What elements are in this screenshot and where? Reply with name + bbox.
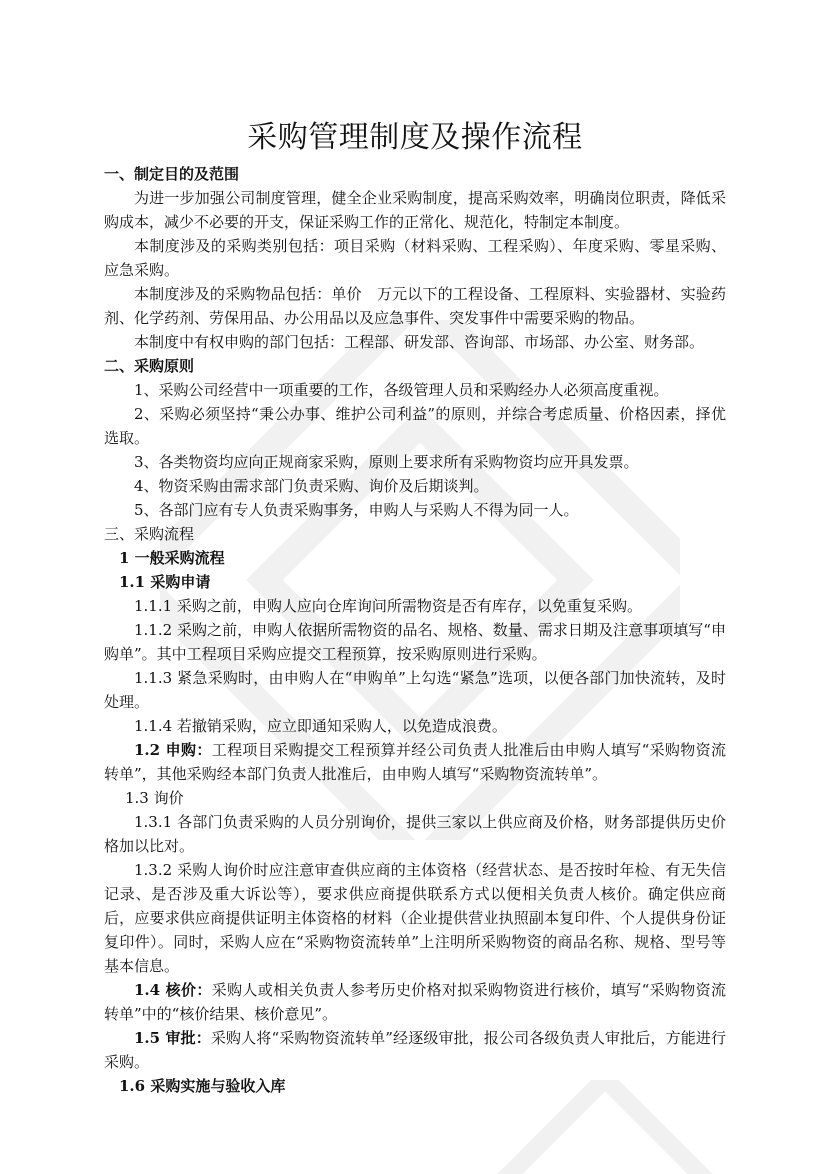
document-title: 采购管理制度及操作流程 xyxy=(247,120,583,155)
principle-item: 5、各部门应有专人负责采购事务，申购人与采购人不得为同一人。 xyxy=(134,501,579,519)
subsection-heading: 1.1 采购申请 xyxy=(119,573,211,591)
clause-label: 1.5 审批： xyxy=(134,1029,211,1047)
paragraph: 本制度涉及的采购类别包括：项目采购（材料采购、工程采购）、年度采购、零星采购、应急采购。 xyxy=(104,237,726,279)
paragraph: 1.3.2 采购人询价时应注意审查供应商的主体资格（经营状态、是否按时年检、有无失信记录、是否涉及重大诉讼等），要求供应商提供联系方式以便相关负责人核价。确定供应商后，应要求供应商提供证明主体资格的材料（企业提供营业执照副本复印件、个人提供身份证复印件）。同时，采购人应在“采购物资流转单”上注明所采购物资的商品名称、规格、型号等基本信息。 xyxy=(104,861,726,975)
paragraph: 1.3.1 各部门负责采购的人员分别询价，提供三家以上供应商及价格，财务部提供历史价格加以比对。 xyxy=(104,813,726,855)
subsection-heading: 1.6 采购实施与验收入库 xyxy=(119,1077,286,1095)
document-body xyxy=(104,162,726,1098)
section-heading: 一、制定目的及范围 xyxy=(104,165,240,183)
section-heading: 三、采购流程 xyxy=(104,525,195,543)
paragraph xyxy=(104,1026,726,1074)
paragraph: 1.1.4 若撤销采购，应立即通知采购人，以免造成浪费。 xyxy=(134,717,507,735)
paragraph: 为进一步加强公司制度管理，健全企业采购制度，提高采购效率，明确岗位职责，降低采购成本，减少不必要的开支，保证采购工作的正常化、规范化，特制定本制度。 xyxy=(104,189,726,231)
paragraph: 1.1.3 紧急采购时，由申购人在“申购单”上勾选“紧急”选项，以便各部门加快流转，及时处理。 xyxy=(104,669,726,711)
principle-item: 4、物资采购由需求部门负责采购、询价及后期谈判。 xyxy=(134,477,489,495)
principle-item: 2、采购必须坚持“秉公办事、维护公司利益”的原则，并综合考虑质量、价格因素，择优选取。 xyxy=(104,405,726,447)
clause-text: 采购人将“采购物资流转单”经逐级审批，报公司各级负责人审批后，方能进行采购。 xyxy=(104,1029,726,1071)
subsection-heading: 1 一般采购流程 xyxy=(119,549,225,567)
clause-text: 采购人或相关负责人参考历史价格对拟采购物资进行核价，填写“采购物资流转单”中的“核价结果、核价意见”。 xyxy=(104,981,726,1023)
paragraph xyxy=(104,738,726,786)
paragraph: 1.1.2 采购之前，申购人依据所需物资的品名、规格、数量、需求日期及注意事项填写“申购单”。其中工程项目采购应提交工程预算，按采购原则进行采购。 xyxy=(104,621,726,663)
subsection-heading: 1.3 询价 xyxy=(125,789,184,807)
clause-label: 1.4 核价： xyxy=(134,981,212,999)
clause-text: 工程项目采购提交工程预算并经公司负责人批准后由申购人填写“采购物资流转单”，其他采购经本部门负责人批准后，由申购人填写“采购物资流转单”。 xyxy=(104,741,726,783)
clause-label: 1.2 申购： xyxy=(134,741,212,759)
paragraph: 本制度涉及的采购物品包括：单价 万元以下的工程设备、工程原料、实验器材、实验药剂、化学药剂、劳保用品、办公用品以及应急事件、突发事件中需要采购的物品。 xyxy=(104,285,726,327)
section-heading: 二、采购原则 xyxy=(104,357,195,375)
paragraph xyxy=(104,978,726,1026)
principle-item: 3、各类物资均应向正规商家采购，原则上要求所有采购物资均应开具发票。 xyxy=(134,453,639,471)
principle-item: 1、采购公司经营中一项重要的工作，各级管理人员和采购经办人必须高度重视。 xyxy=(134,381,669,399)
paragraph: 1.1.1 采购之前，申购人应向仓库询问所需物资是否有库存，以免重复采购。 xyxy=(134,597,642,615)
paragraph: 本制度中有权申购的部门包括：工程部、研发部、咨询部、市场部、办公室、财务部。 xyxy=(134,333,705,351)
